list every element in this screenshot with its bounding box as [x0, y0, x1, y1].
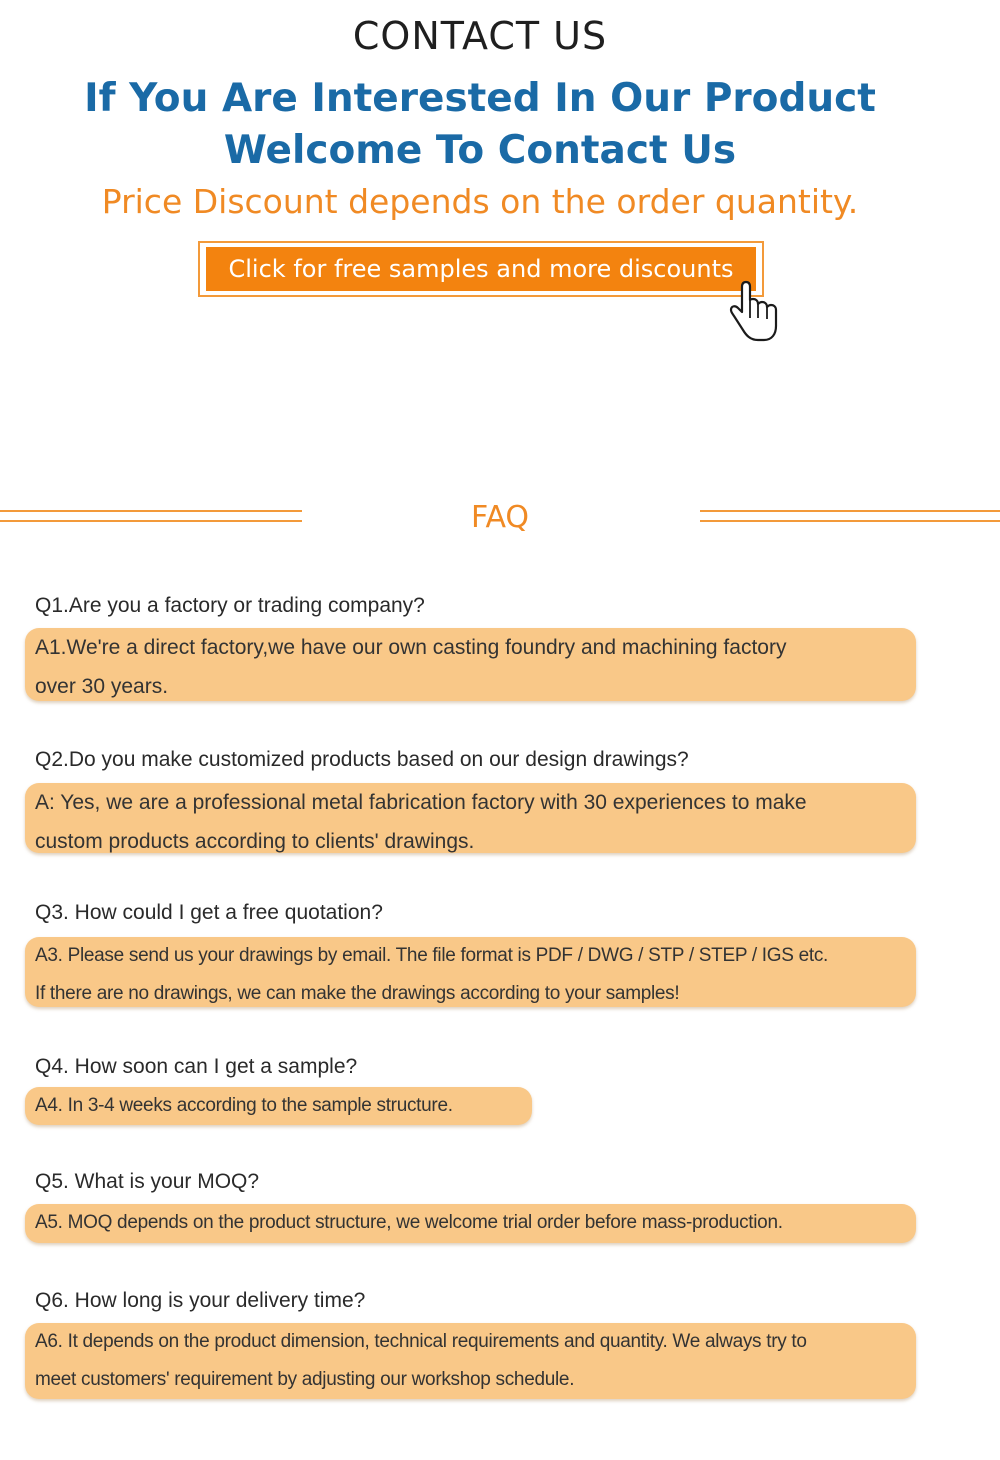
faq-answer-1	[25, 628, 916, 701]
faq-question-5: Q5. What is your MOQ?	[35, 1170, 260, 1193]
faq-question-2: Q2.Do you make customized products based on our design drawings?	[35, 748, 689, 771]
faq-answer-2-line-1: A: Yes, we are a professional metal fabrication factory with 30 experiences to make	[35, 791, 807, 814]
faq-answer-5	[25, 1204, 916, 1243]
faq-answer-2-line-2: custom products according to clients' drawings.	[35, 830, 475, 853]
faq-answer-5-line-1: A5. MOQ depends on the product structure, we welcome trial order before mass-production.	[35, 1212, 783, 1233]
discount-note: Price Discount depends on the order quantity.	[101, 182, 859, 221]
faq-answer-2	[25, 783, 916, 853]
faq-answer-4	[25, 1087, 532, 1125]
headline-line-2: Welcome To Contact Us	[223, 128, 737, 173]
faq-question-4: Q4. How soon can I get a sample?	[35, 1055, 358, 1078]
faq-answer-6	[25, 1323, 916, 1399]
faq-answer-6-line-2: meet customers' requirement by adjusting our workshop schedule.	[35, 1369, 575, 1390]
faq-answer-4-line-1: A4. In 3-4 weeks according to the sample structure.	[35, 1095, 453, 1116]
free-samples-button[interactable]: Click for free samples and more discounts	[206, 247, 756, 291]
faq-answer-6-line-1: A6. It depends on the product dimension, technical requirements and quantity. We always try to	[35, 1331, 807, 1352]
contact-title: CONTACT US	[352, 14, 608, 58]
faq-answer-1-line-2: over 30 years.	[35, 675, 169, 698]
faq-divider-left-bottom	[0, 520, 302, 522]
faq-question-3: Q3. How could I get a free quotation?	[35, 901, 383, 924]
headline-line-1: If You Are Interested In Our Product	[84, 76, 876, 121]
faq-answer-1-line-1: A1.We're a direct factory,we have our own casting foundry and machining factory	[35, 636, 787, 659]
faq-answer-3-line-1: A3. Please send us your drawings by email. The file format is PDF / DWG / STP / STEP / IGS etc.	[35, 945, 829, 966]
faq-divider-left-top	[0, 510, 302, 512]
pointing-hand-cursor-icon	[726, 278, 780, 344]
faq-title: FAQ	[470, 500, 530, 535]
faq-answer-3-line-2: If there are no drawings, we can make the drawings according to your samples!	[35, 983, 680, 1004]
faq-divider-right-top	[700, 510, 1000, 512]
faq-answer-3	[25, 937, 916, 1007]
faq-divider-right-bottom	[700, 520, 1000, 522]
faq-question-1: Q1.Are you a factory or trading company?	[35, 594, 425, 617]
faq-question-6: Q6. How long is your delivery time?	[35, 1289, 366, 1312]
